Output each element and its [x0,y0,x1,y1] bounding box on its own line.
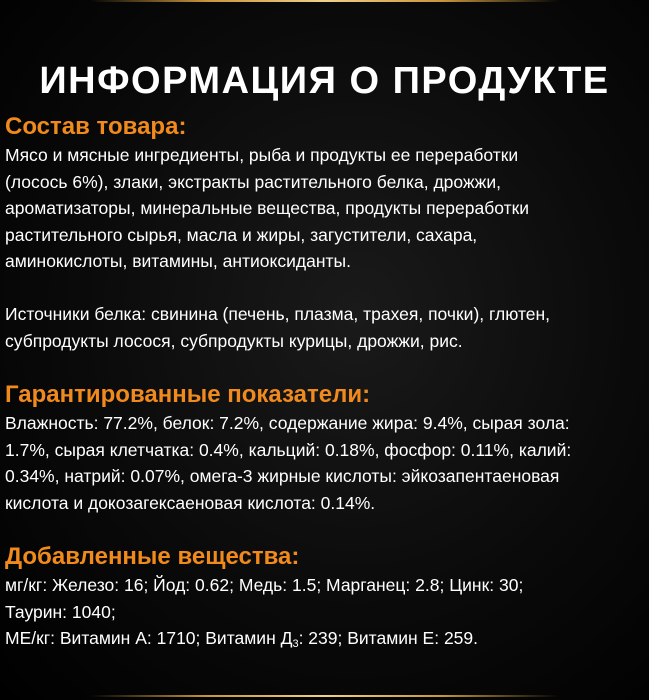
composition-heading: Состав товара: [5,113,187,140]
vitamin-d-subscript: 3 [292,638,299,650]
additives-text [5,572,649,652]
bottom-gold-divider [90,695,559,697]
text-line: Влажность: 77.2%, белок: 7.2%, содержание жира: 9.4%, сырая зола: [5,413,570,433]
additives-section [5,542,649,652]
text-line: растительного сырья, масла и жиры, загустители, сахара, [5,224,478,245]
composition-section [5,112,649,354]
page-title: ИНФОРМАЦИЯ О ПРОДУКТЕ [39,60,610,103]
text-line: аминокислоты, витамины, антиоксиданты. [5,251,351,271]
text-line: (лосось 6%), злаки, экстракты растительного белка, дрожжи, [5,171,501,192]
composition-text [5,142,649,275]
text-line: 1.7%, сырая клетчатка: 0.4%, кальций: 0.18%, фосфор: 0.11%, калий: [5,439,572,460]
guaranteed-analysis-section [5,380,649,516]
text-line: 0.34%, натрий: 0.07%, омега-3 жирные кислоты: эйкозапентаеновая [5,466,560,486]
guaranteed-analysis-text [5,410,649,516]
top-gold-divider [90,0,559,2]
text-line: мг/кг: Железо: 16; Йод: 0.62; Медь: 1.5; Марганец: 2.8; Цинк: 30; [5,575,524,595]
text-line: ароматизаторы, минеральные вещества, продукты переработки [5,198,530,218]
protein-sources-text [5,301,649,354]
product-info-content [5,112,649,652]
vitamins-line [5,625,649,652]
additives-heading: Добавленные вещества: [5,543,300,570]
text-line: Таурин: 1040; [5,601,116,622]
text-line: Мясо и мясные ингредиенты, рыба и продукты ее переработки [5,145,519,165]
guaranteed-analysis-heading: Гарантированные показатели: [5,381,371,408]
text-line: кислота и докозагексаеновая кислота: 0.14%. [5,492,376,513]
text-line: субпродукты лосося, субпродукты курицы, дрожжи, рис. [5,330,463,351]
vitamins-text-b: : 239; Витамин Е: 259. [298,628,479,648]
vitamins-text-a: МЕ/кг: Витамин А: 1710; Витамин Д [5,628,293,648]
text-line: Источники белка: свинина (печень, плазма, трахея, почки), глютен, [5,304,551,324]
